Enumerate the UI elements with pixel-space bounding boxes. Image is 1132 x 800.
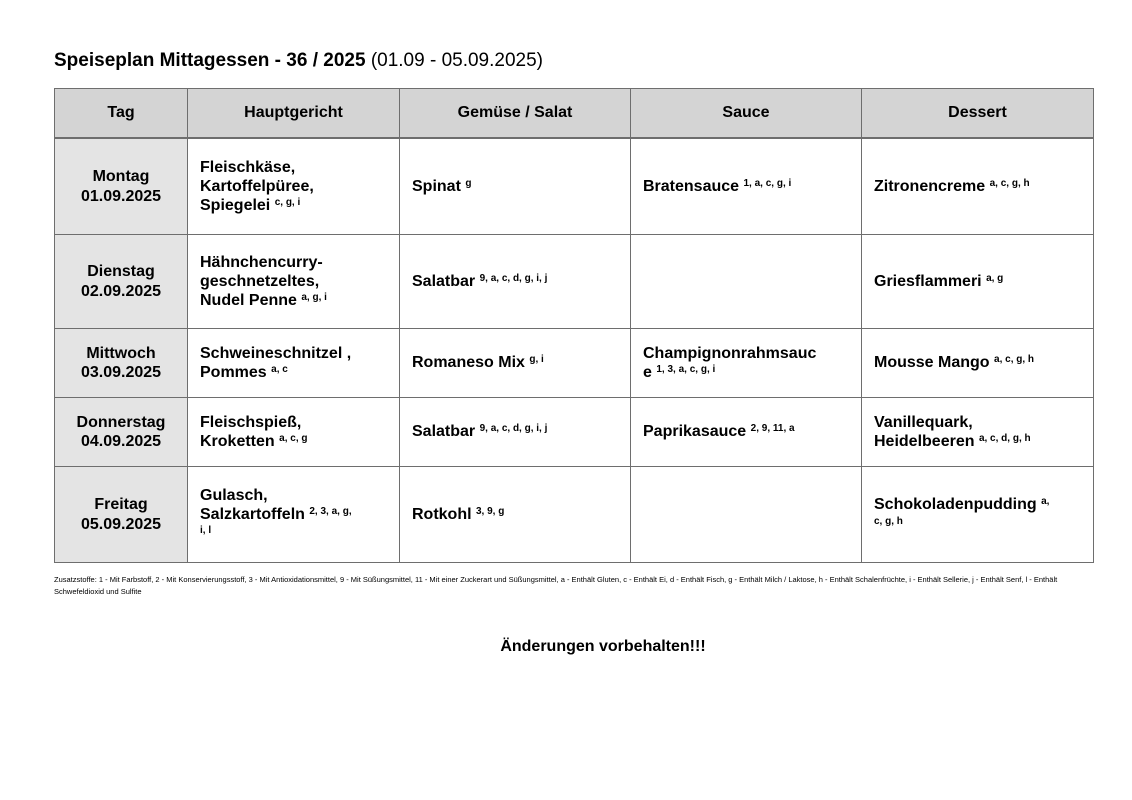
title-date-range: (01.09 - 05.09.2025) bbox=[370, 50, 543, 71]
allergen-codes: c, g, h bbox=[874, 515, 903, 527]
main-dish-line: Fleischspieß, bbox=[200, 413, 302, 431]
vegetable-text: Rotkohl bbox=[412, 505, 472, 523]
main-dish-cell bbox=[188, 467, 400, 563]
dessert-text: Griesflammeri bbox=[874, 272, 982, 290]
day-date: 05.09.2025 bbox=[80, 515, 162, 533]
allergen-codes: a, g bbox=[986, 272, 1004, 284]
dessert-cell bbox=[862, 398, 1094, 467]
additives-footnote: Zusatzstoffe: 1 - Mit Farbstoff, 2 - Mit Konservierungsstoff, 3 - Mit Antioxidationsmittel, 9 - Mit Süßungsmittel, 11 - Mit einer Zuckerart und Süßungsmittel, a - Enthält Gluten, c - Enthält Ei, d - Enthält Fisch, g - Enthält Milch / Laktose, h - Enthält Schalenfrüchte, i - Enthält Sellerie, j - Enthält Senf, l - Enthält Schwefeldioxid und Sulfite bbox=[54, 575, 1058, 596]
header-tag: Tag bbox=[55, 89, 188, 139]
sauce-cell bbox=[631, 467, 862, 563]
sauce-text: e bbox=[643, 364, 652, 381]
vegetable-cell bbox=[400, 329, 631, 398]
day-date: 03.09.2025 bbox=[80, 364, 162, 381]
allergen-codes: 9, a, c, d, g, i, j bbox=[479, 272, 548, 284]
main-dish-line: Salzkartoffeln bbox=[200, 505, 305, 523]
vegetable-text: Romaneso Mix bbox=[412, 354, 525, 372]
main-dish-line: Hähnchencurry- bbox=[200, 253, 323, 271]
allergen-codes: 2, 3, a, g, bbox=[309, 505, 352, 517]
main-dish-line: Fleischkäse, bbox=[200, 158, 296, 176]
dessert-text: Mousse Mango bbox=[874, 354, 990, 372]
day-name: Freitag bbox=[94, 496, 148, 514]
main-dish-line: Nudel Penne bbox=[200, 292, 297, 310]
dessert-text: Heidelbeeren bbox=[874, 433, 975, 450]
main-dish-line: Kartoffelpüree, bbox=[200, 177, 314, 195]
header-gemuese-salat: Gemüse / Salat bbox=[400, 89, 631, 139]
vegetable-cell bbox=[400, 467, 631, 563]
main-dish-cell bbox=[188, 329, 400, 398]
sauce-cell bbox=[631, 398, 862, 467]
allergen-codes: a, g, i bbox=[301, 292, 327, 304]
menu-table bbox=[54, 88, 1094, 563]
allergen-codes: c, g, i bbox=[274, 197, 301, 209]
day-name: Dienstag bbox=[87, 263, 155, 281]
allergen-codes: a, c bbox=[271, 364, 288, 375]
main-dish-cell bbox=[188, 138, 400, 235]
allergen-codes: i, l bbox=[200, 525, 212, 537]
main-dish-line: Gulasch, bbox=[200, 486, 268, 504]
day-date: 01.09.2025 bbox=[80, 187, 162, 205]
table-row bbox=[55, 329, 1094, 398]
vegetable-cell bbox=[400, 235, 631, 329]
vegetable-cell bbox=[400, 398, 631, 467]
main-dish-cell bbox=[188, 235, 400, 329]
sauce-text: Paprikasauce bbox=[643, 423, 747, 441]
header-sauce: Sauce bbox=[631, 89, 862, 139]
page-title bbox=[54, 50, 543, 72]
vegetable-text: Salatbar bbox=[412, 423, 476, 441]
header-dessert: Dessert bbox=[862, 89, 1094, 139]
day-date: 04.09.2025 bbox=[80, 433, 162, 450]
main-dish-line: geschnetzeltes, bbox=[200, 272, 320, 290]
day-cell bbox=[55, 467, 188, 563]
day-cell bbox=[55, 235, 188, 329]
allergen-codes: 9, a, c, d, g, i, j bbox=[479, 423, 548, 435]
title-main: Speiseplan Mittagessen - 36 / 2025 bbox=[54, 50, 366, 71]
sauce-text: Champignonrahmsauc bbox=[643, 344, 817, 362]
dessert-text: Vanillequark, bbox=[874, 413, 973, 431]
allergen-codes: a, c, g, h bbox=[994, 354, 1035, 366]
dessert-cell bbox=[862, 467, 1094, 563]
sauce-cell bbox=[631, 235, 862, 329]
sauce-text: Bratensauce bbox=[643, 177, 740, 195]
day-name: Montag bbox=[92, 168, 150, 186]
sauce-cell bbox=[631, 329, 862, 398]
allergen-codes: a, c, d, g, h bbox=[978, 433, 1031, 444]
day-cell bbox=[55, 398, 188, 467]
allergen-codes: 2, 9, 11, a bbox=[750, 423, 795, 435]
day-date: 02.09.2025 bbox=[80, 282, 162, 300]
sauce-cell bbox=[631, 138, 862, 235]
allergen-codes: g, i bbox=[529, 354, 544, 366]
dessert-cell bbox=[862, 138, 1094, 235]
table-row bbox=[55, 235, 1094, 329]
main-dish-line: Schweineschnitzel , bbox=[200, 344, 352, 362]
dessert-cell bbox=[862, 235, 1094, 329]
allergen-codes: a, c, g, h bbox=[989, 177, 1030, 189]
main-dish-line: Pommes bbox=[200, 364, 267, 381]
dessert-cell bbox=[862, 329, 1094, 398]
day-cell bbox=[55, 138, 188, 235]
allergen-codes: 1, a, c, g, i bbox=[743, 177, 792, 189]
allergen-codes: g bbox=[465, 177, 472, 189]
table-row bbox=[55, 138, 1094, 235]
vegetable-cell bbox=[400, 138, 631, 235]
dessert-text: Zitronencreme bbox=[874, 177, 986, 195]
day-name: Donnerstag bbox=[76, 413, 166, 431]
header-hauptgericht: Hauptgericht bbox=[188, 89, 400, 139]
table-row bbox=[55, 398, 1094, 467]
table-row bbox=[55, 467, 1094, 563]
dessert-text: Schokoladenpudding bbox=[874, 496, 1037, 514]
day-cell bbox=[55, 329, 188, 398]
allergen-codes: a, c, g bbox=[279, 433, 308, 444]
vegetable-text: Salatbar bbox=[412, 272, 476, 290]
changes-notice: Änderungen vorbehalten!!! bbox=[500, 638, 706, 655]
vegetable-text: Spinat bbox=[412, 177, 461, 195]
main-dish-cell bbox=[188, 398, 400, 467]
main-dish-line: Spiegelei bbox=[200, 197, 271, 215]
header-row bbox=[55, 89, 1094, 139]
allergen-codes: a, bbox=[1041, 496, 1050, 508]
day-name: Mittwoch bbox=[86, 344, 156, 362]
allergen-codes: 1, 3, a, c, g, i bbox=[656, 364, 716, 375]
allergen-codes: 3, 9, g bbox=[476, 505, 505, 517]
main-dish-line: Kroketten bbox=[200, 433, 275, 450]
